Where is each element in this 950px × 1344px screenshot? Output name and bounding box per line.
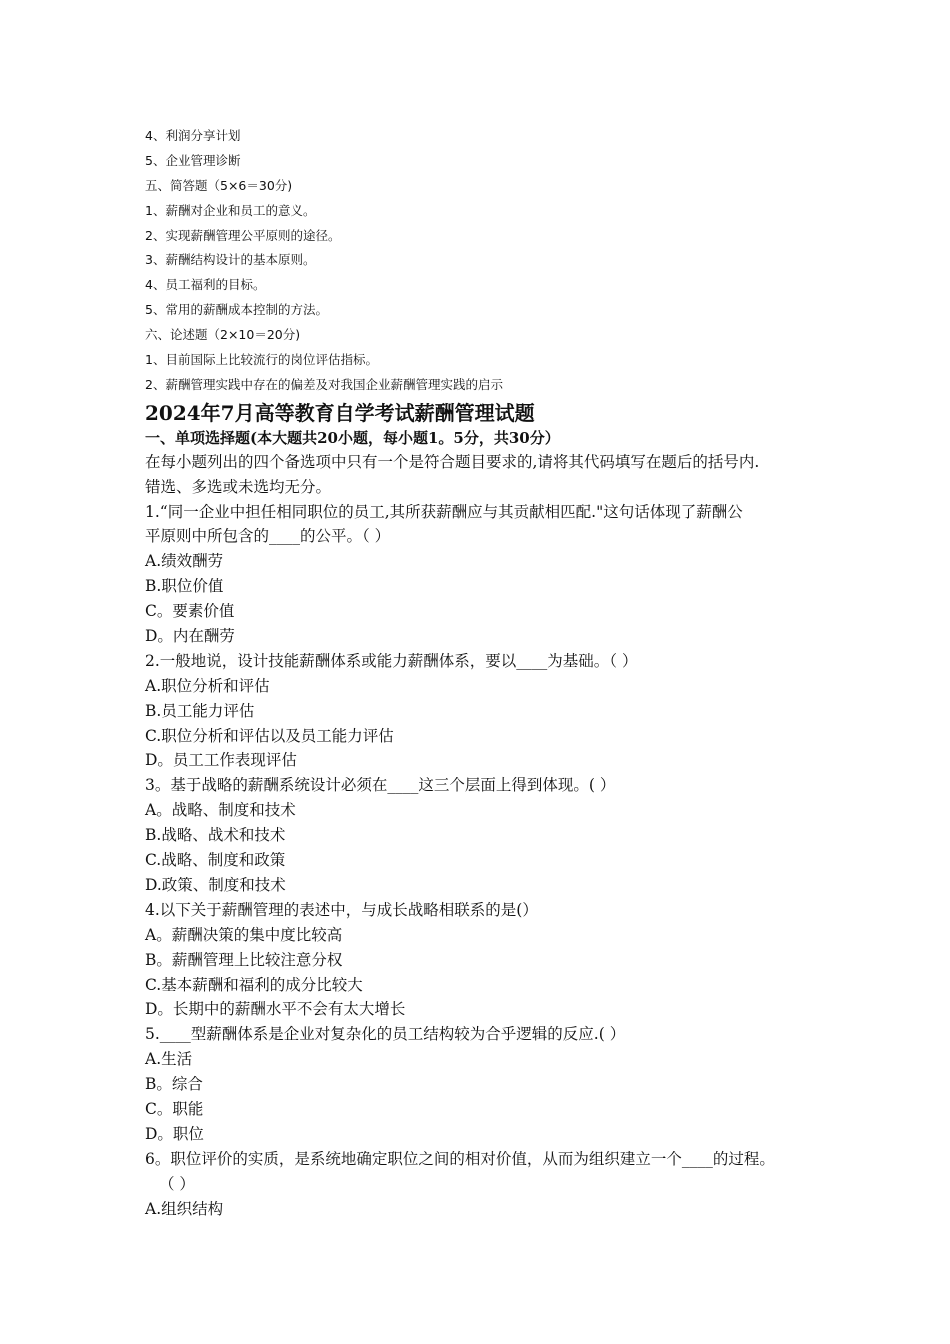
term-item: 4、利润分享计划 <box>145 128 241 143</box>
answer-option: C.职位分析和评估以及员工能力评估 <box>145 726 394 745</box>
essay-question: 1、目前国际上比较流行的岗位评估指标。 <box>145 352 378 368</box>
answer-option: D。员工工作表现评估 <box>145 751 297 770</box>
answer-option: B.职位价值 <box>145 577 224 596</box>
answer-option: D.政策、制度和技术 <box>145 875 286 894</box>
page-content <box>145 124 825 1221</box>
instructions-line: 在每小题列出的四个备选项中只有一个是符合题目要求的,请将其代码填写在题后的括号内. <box>145 452 760 471</box>
question-stem: 4.以下关于薪酬管理的表述中，与成长战略相联系的是(） <box>145 900 538 919</box>
exam-title: 2024年7月高等教育自学考试薪酬管理试题 <box>145 400 535 425</box>
short-answer-question: 2、实现薪酬管理公平原则的途径。 <box>145 227 341 243</box>
previous-exam-tail <box>145 124 825 398</box>
question-stem: 3。基于战略的薪酬系统设计必须在____这三个层面上得到体现。( ） <box>145 776 616 795</box>
instructions-line: 错选、多选或未选均无分。 <box>145 477 332 496</box>
answer-option: D。长期中的薪酬水平不会有太大增长 <box>145 1000 406 1019</box>
answer-option: A。战略、制度和技术 <box>145 801 296 820</box>
answer-option: C.基本薪酬和福利的成分比较大 <box>145 975 363 994</box>
question-stem: 5.____型薪酬体系是企业对复杂化的员工结构较为合乎逻辑的反应.( ） <box>145 1025 626 1044</box>
question-stem: 平原则中所包含的____的公平。（ ） <box>145 527 391 546</box>
question-stem: 2.一般地说，设计技能薪酬体系或能力薪酬体系，要以____为基础。（ ） <box>145 651 638 670</box>
answer-option: A.生活 <box>145 1050 193 1069</box>
answer-option: A.职位分析和评估 <box>145 676 270 695</box>
answer-option: B。综合 <box>145 1075 203 1094</box>
section-heading-single-choice: 一、单项选择题(本大题共20小题，每小题1。5分，共30分） <box>145 428 560 447</box>
answer-option: B.战略、战术和技术 <box>145 826 286 845</box>
question-stem: （ ） <box>159 1174 195 1193</box>
answer-option: C。职能 <box>145 1099 204 1118</box>
section-heading-essay: 六、论述题（2×10＝20分) <box>145 327 301 343</box>
short-answer-question: 4、员工福利的目标。 <box>145 277 266 293</box>
section-heading-short-answer: 五、简答题（5×6＝30分) <box>145 177 293 193</box>
short-answer-question: 3、薪酬结构设计的基本原则。 <box>145 252 316 268</box>
answer-option: A.组织结构 <box>145 1199 224 1218</box>
answer-option: A.绩效酬劳 <box>145 552 224 571</box>
answer-option: C。要素价值 <box>145 602 235 621</box>
essay-question: 2、薪酬管理实践中存在的偏差及对我国企业薪酬管理实践的启示 <box>145 376 503 392</box>
answer-option: A。薪酬决策的集中度比较高 <box>145 925 343 944</box>
answer-option: B。薪酬管理上比较注意分权 <box>145 950 343 969</box>
answer-option: D。职位 <box>145 1124 204 1143</box>
short-answer-question: 5、常用的薪酬成本控制的方法。 <box>145 302 328 318</box>
question-stem: 6。职位评价的实质，是系统地确定职位之间的相对价值，从而为组织建立一个____的过程。 <box>145 1149 775 1168</box>
answer-option: D。内在酬劳 <box>145 627 235 646</box>
answer-option: C.战略、制度和政策 <box>145 851 286 870</box>
term-item: 5、企业管理诊断 <box>145 152 241 168</box>
question-list <box>145 500 825 1222</box>
answer-option: B.员工能力评估 <box>145 701 255 720</box>
question-stem: 1.“同一企业中担任相同职位的员工,其所获薪酬应与其贡献相匹配."这句话体现了薪酬公 <box>145 502 743 521</box>
short-answer-question: 1、薪酬对企业和员工的意义。 <box>145 202 316 218</box>
